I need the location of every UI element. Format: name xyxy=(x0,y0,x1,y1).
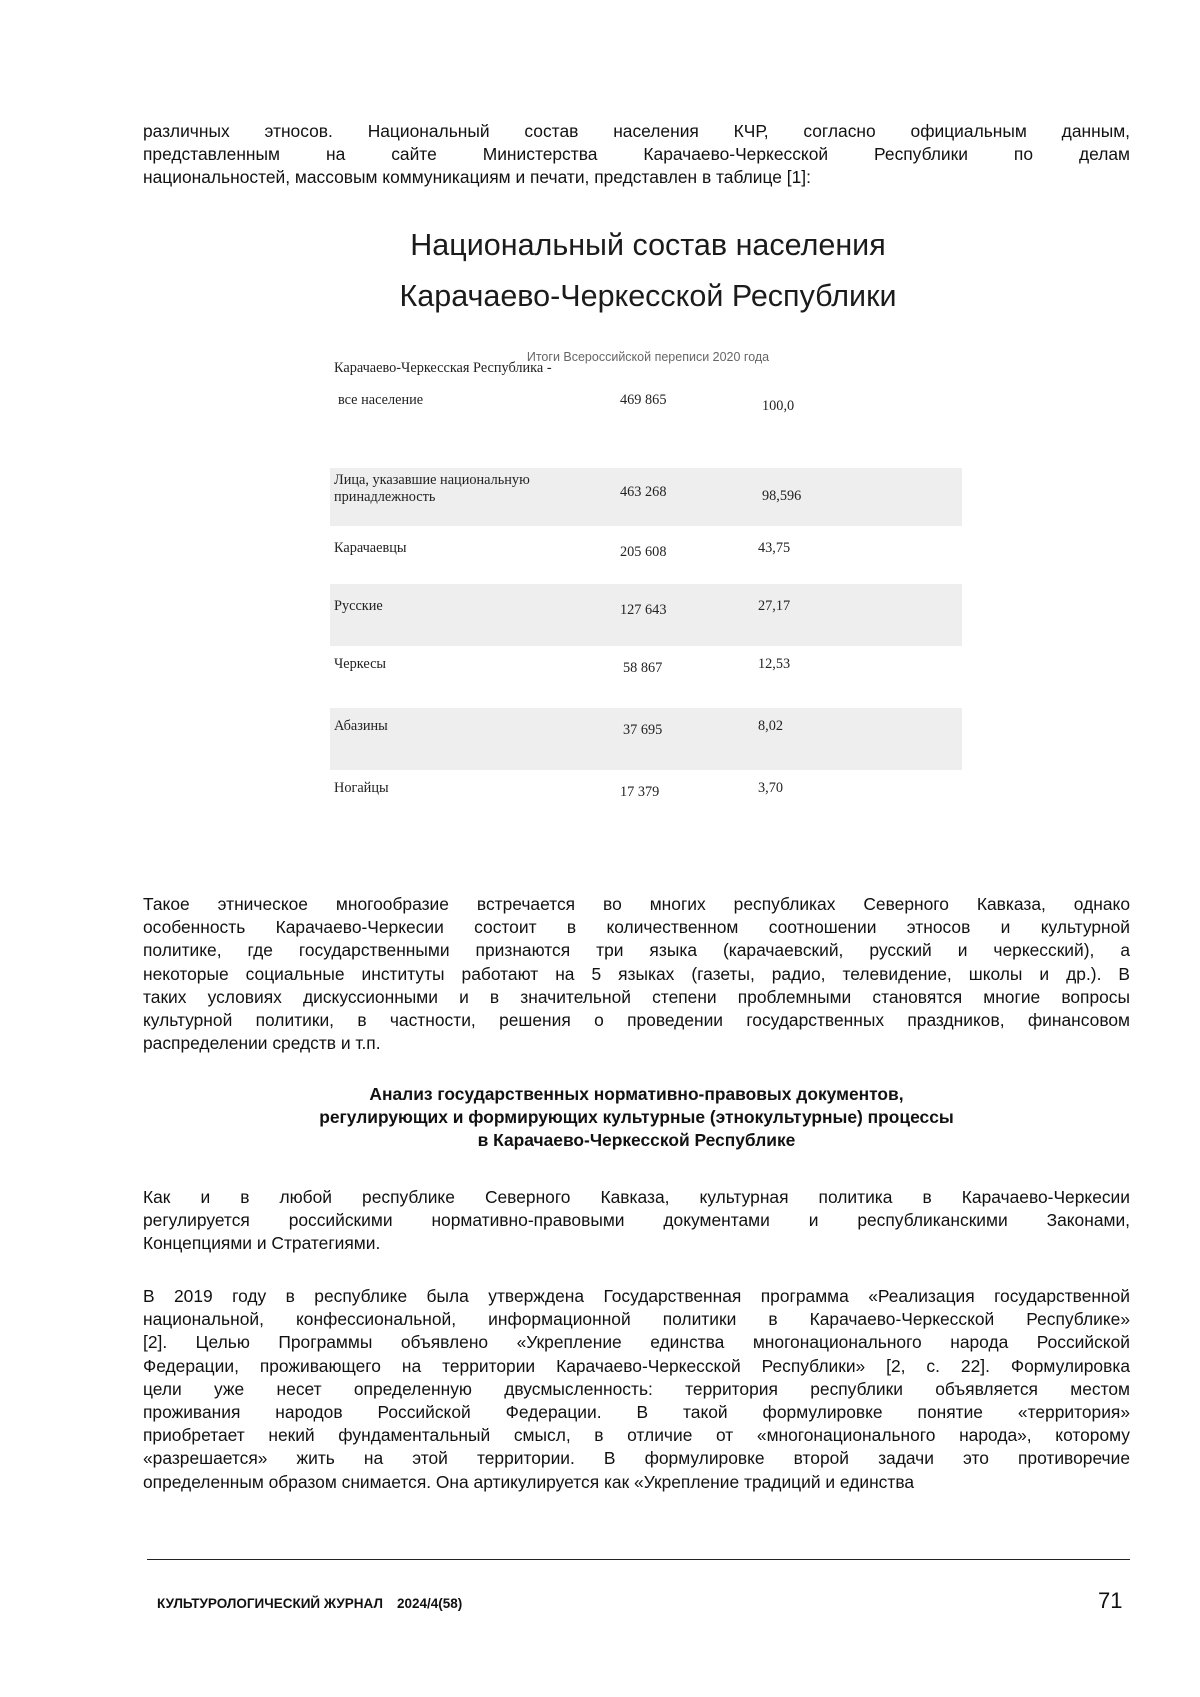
row-percent: 27,17 xyxy=(758,598,790,615)
heading-line: в Карачаево-Черкесской Республике xyxy=(143,1129,1130,1152)
figure-title-line1: Национальный состав населения xyxy=(330,228,966,263)
text-line: Как и в любой республике Северного Кавказа, культурная политика в Карачаево-Черкесии xyxy=(143,1186,1130,1209)
row-label-line2: принадлежность xyxy=(334,489,435,505)
figure-subtitle: Итоги Всероссийской переписи 2020 года xyxy=(330,350,966,364)
paragraph-regulation xyxy=(143,1186,1130,1256)
text-line: определенным образом снимается. Она артикулируется как «Укрепление традиций и единства xyxy=(143,1471,1130,1494)
row-percent: 43,75 xyxy=(758,540,790,557)
table-row xyxy=(330,392,962,452)
row-label xyxy=(334,472,530,506)
row-label: Абазины xyxy=(334,718,388,735)
table-row xyxy=(330,354,962,394)
row-label: Карачаевцы xyxy=(334,540,407,557)
row-percent: 3,70 xyxy=(758,780,783,797)
paragraph-program xyxy=(143,1285,1130,1494)
text-line: национальной, конфессиональной, информационной политики в Карачаево-Черкесской Республике» xyxy=(143,1308,1130,1331)
table-row xyxy=(330,526,962,588)
text-line: представленным на сайте Министерства Карачаево-Черкесской Республики по делам xyxy=(143,143,1130,166)
row-label: Черкесы xyxy=(334,656,386,673)
table-row xyxy=(330,468,962,526)
row-value: 463 268 xyxy=(620,484,666,501)
table-row xyxy=(330,770,962,832)
footer-divider xyxy=(147,1559,1130,1560)
text-line: таких условиях дискуссионными и в значительной степени проблемными становятся многие вопросы xyxy=(143,986,1130,1009)
row-label: Ногайцы xyxy=(334,780,389,797)
page-number: 71 xyxy=(1098,1588,1122,1614)
text-line: регулируется российскими нормативно-правовыми документами и республиканскими Законами, xyxy=(143,1209,1130,1232)
text-line: Концепциями и Стратегиями. xyxy=(143,1232,1130,1255)
row-value: 205 608 xyxy=(620,544,666,561)
text-line: особенность Карачаево-Черкесии состоит в количественном соотношении этносов и культурной xyxy=(143,916,1130,939)
row-percent: 8,02 xyxy=(758,718,783,735)
row-label: все население xyxy=(338,392,423,409)
text-line: «разрешается» жить на этой территории. В формулировке второй задачи это противоречие xyxy=(143,1447,1130,1470)
text-line: национальностей, массовым коммуникациям и печати, представлен в таблице [1]: xyxy=(143,166,1130,189)
row-label: Русские xyxy=(334,598,383,615)
section-heading xyxy=(143,1083,1130,1153)
row-value: 17 379 xyxy=(620,784,659,801)
journal-name: КУЛЬТУРОЛОГИЧЕСКИЙ ЖУРНАЛ xyxy=(157,1596,383,1611)
row-value: 469 865 xyxy=(620,392,666,409)
table-row xyxy=(330,584,962,646)
row-percent: 12,53 xyxy=(758,656,790,673)
figure-title-line2: Карачаево-Черкесской Республики xyxy=(330,279,966,314)
text-line: Федерации, проживающего на территории Карачаево-Черкесской Республики» [2, с. 22]. Формулировка xyxy=(143,1355,1130,1378)
text-line: культурной политики, в частности, решения о проведении государственных праздников, финансовом xyxy=(143,1009,1130,1032)
table-row xyxy=(330,708,962,770)
text-line: Такое этническое многообразие встречается во многих республиках Северного Кавказа, однако xyxy=(143,893,1130,916)
row-percent: 98,596 xyxy=(762,488,801,505)
footer-journal xyxy=(157,1596,476,1611)
row-value: 58 867 xyxy=(623,660,662,677)
text-line: цели уже несет определенную двусмысленность: территория республики объявляется местом xyxy=(143,1378,1130,1401)
heading-line: Анализ государственных нормативно-правовых документов, xyxy=(143,1083,1130,1106)
text-line: [2]. Целью Программы объявлено «Укрепление единства многонационального народа Российской xyxy=(143,1331,1130,1354)
journal-issue: 2024/4(58) xyxy=(397,1596,462,1611)
row-value: 37 695 xyxy=(623,722,662,739)
text-line: некоторые социальные институты работают на 5 языках (газеты, радио, телевидение, школы и др.). В xyxy=(143,963,1130,986)
paragraph-intro xyxy=(143,120,1130,190)
text-line: различных этносов. Национальный состав населения КЧР, согласно официальным данным, xyxy=(143,120,1130,143)
row-percent: 100,0 xyxy=(762,398,794,415)
paragraph-diversity xyxy=(143,893,1130,1055)
text-line: распределении средств и т.п. xyxy=(143,1032,1130,1055)
heading-line: регулирующих и формирующих культурные (этнокультурные) процессы xyxy=(143,1106,1130,1129)
row-value: 127 643 xyxy=(620,602,666,619)
text-line: В 2019 году в республике была утверждена Государственная программа «Реализация государственной xyxy=(143,1285,1130,1308)
population-table-figure xyxy=(330,232,966,812)
text-line: приобретает некий фундаментальный смысл, в отличие от «многонационального народа», которому xyxy=(143,1424,1130,1447)
text-line: проживания народов Российской Федерации. В такой формулировке понятие «территория» xyxy=(143,1401,1130,1424)
row-label: Карачаево-Черкесская Республика - xyxy=(334,360,552,377)
row-label-line1: Лица, указавшие национальную xyxy=(334,472,530,488)
text-line: политике, где государственными признаются три языка (карачаевский, русский и черкесский), а xyxy=(143,939,1130,962)
table-row xyxy=(330,646,962,708)
